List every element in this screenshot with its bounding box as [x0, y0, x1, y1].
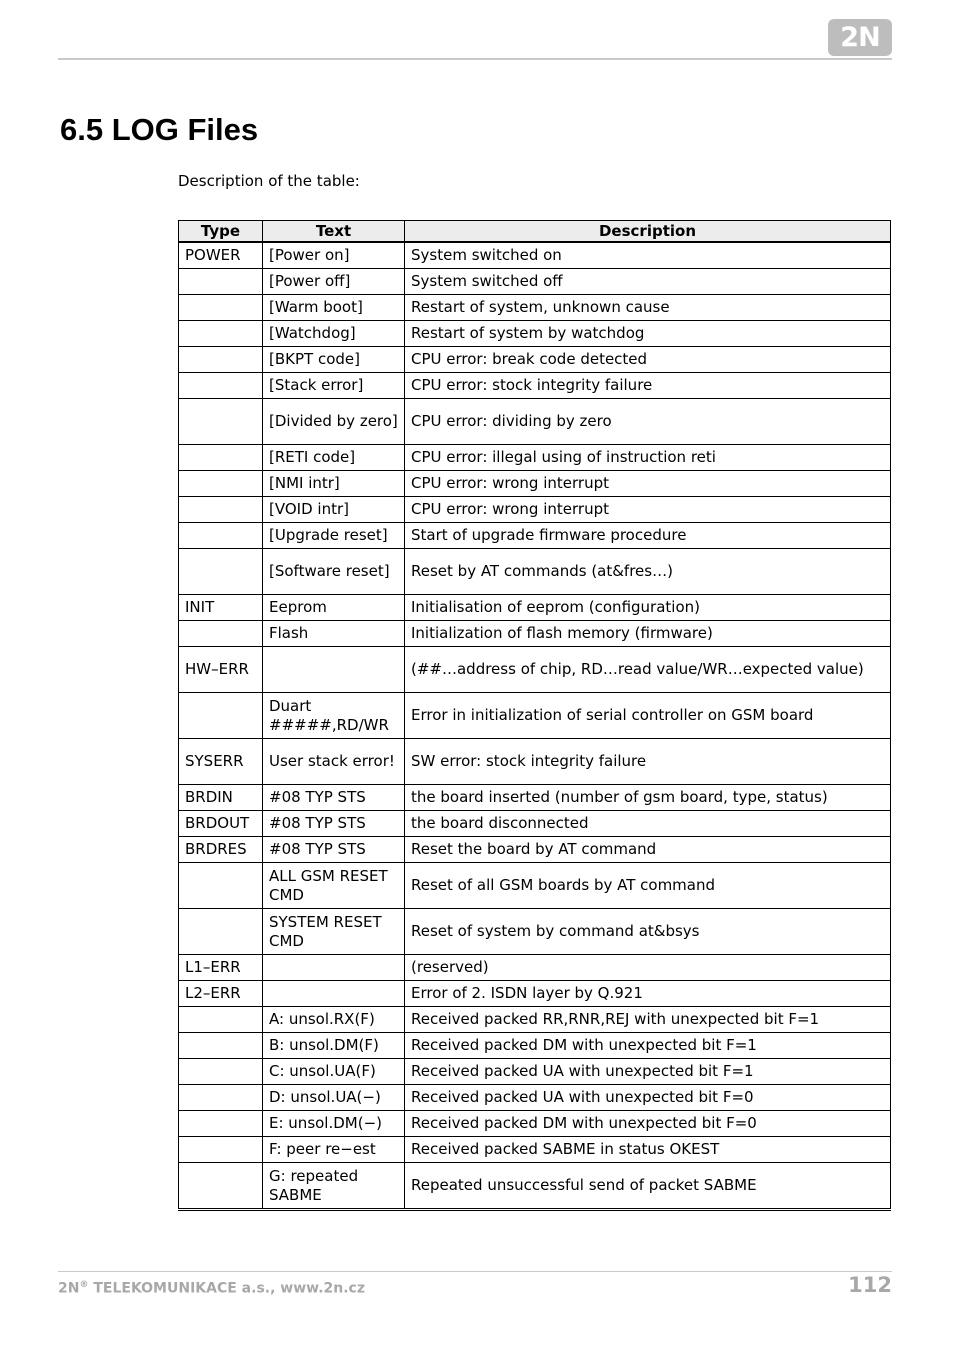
cell-text: #08 TYP STS: [263, 785, 405, 811]
cell-text: Duart #####,RD/WR: [263, 693, 405, 739]
cell-text: SYSTEM RESET CMD: [263, 909, 405, 955]
table-row: [179, 595, 891, 621]
cell-type: [179, 863, 263, 909]
table-row: [179, 295, 891, 321]
table-row: [179, 1033, 891, 1059]
cell-description: System switched off: [405, 269, 891, 295]
cell-description: CPU error: stock integrity failure: [405, 373, 891, 399]
registered-mark: ®: [79, 1280, 89, 1290]
table-body: [179, 242, 891, 1210]
cell-type: [179, 347, 263, 373]
cell-description: Received packed RR,RNR,REJ with unexpected bit F=1: [405, 1007, 891, 1033]
cell-type: L2–ERR: [179, 981, 263, 1007]
table-row: [179, 863, 891, 909]
column-header-type: Type: [179, 221, 263, 243]
cell-type: [179, 399, 263, 445]
cell-description: Reset the board by AT command: [405, 837, 891, 863]
header-divider: [58, 58, 892, 60]
cell-text: ALL GSM RESET CMD: [263, 863, 405, 909]
footer-divider: [58, 1271, 892, 1272]
table-row: [179, 523, 891, 549]
cell-text: E: unsol.DM(−): [263, 1111, 405, 1137]
table-row: [179, 837, 891, 863]
cell-text: [RETI code]: [263, 445, 405, 471]
cell-text: B: unsol.DM(F): [263, 1033, 405, 1059]
table-row: [179, 1085, 891, 1111]
cell-description: Restart of system, unknown cause: [405, 295, 891, 321]
cell-type: [179, 1137, 263, 1163]
cell-type: POWER: [179, 242, 263, 269]
cell-description: Received packed DM with unexpected bit F=1: [405, 1033, 891, 1059]
log-types-table: [178, 220, 891, 1211]
cell-text: D: unsol.UA(−): [263, 1085, 405, 1111]
cell-type: [179, 1163, 263, 1210]
cell-text: User stack error!: [263, 739, 405, 785]
cell-text: [NMI intr]: [263, 471, 405, 497]
cell-type: [179, 1085, 263, 1111]
cell-text: [263, 981, 405, 1007]
cell-description: Reset of system by command at&bsys: [405, 909, 891, 955]
cell-text: A: unsol.RX(F): [263, 1007, 405, 1033]
cell-text: [Divided by zero]: [263, 399, 405, 445]
table-row: [179, 981, 891, 1007]
table-row: [179, 445, 891, 471]
cell-type: [179, 1111, 263, 1137]
cell-description: Error in initialization of serial controller on GSM board: [405, 693, 891, 739]
cell-description: SW error: stock integrity failure: [405, 739, 891, 785]
cell-text: F: peer re−est: [263, 1137, 405, 1163]
footer-company: [58, 1280, 365, 1297]
cell-description: Received packed DM with unexpected bit F=0: [405, 1111, 891, 1137]
cell-text: [VOID intr]: [263, 497, 405, 523]
cell-text: [Watchdog]: [263, 321, 405, 347]
cell-text: [Stack error]: [263, 373, 405, 399]
column-header-text: Text: [263, 221, 405, 243]
cell-description: Reset of all GSM boards by AT command: [405, 863, 891, 909]
table-row: [179, 242, 891, 269]
table-row: [179, 739, 891, 785]
page-title: 6.5 LOG Files: [60, 112, 259, 147]
cell-type: [179, 497, 263, 523]
cell-type: BRDIN: [179, 785, 263, 811]
table-header-row: [179, 221, 891, 243]
cell-text: [Software reset]: [263, 549, 405, 595]
cell-type: [179, 1007, 263, 1033]
table-row: [179, 1059, 891, 1085]
cell-type: [179, 523, 263, 549]
cell-text: [Power on]: [263, 242, 405, 269]
table-row: [179, 785, 891, 811]
table-row: [179, 497, 891, 523]
cell-text: G: repeated SABME: [263, 1163, 405, 1210]
cell-text: [Upgrade reset]: [263, 523, 405, 549]
table-row: [179, 399, 891, 445]
table-row: [179, 471, 891, 497]
table-row: [179, 1007, 891, 1033]
table-row: [179, 347, 891, 373]
cell-description: Received packed UA with unexpected bit F=0: [405, 1085, 891, 1111]
cell-text: [Power off]: [263, 269, 405, 295]
table-row: [179, 955, 891, 981]
footer-brand: 2N: [58, 1280, 80, 1297]
cell-description: CPU error: wrong interrupt: [405, 497, 891, 523]
cell-description: CPU error: illegal using of instruction reti: [405, 445, 891, 471]
cell-type: L1–ERR: [179, 955, 263, 981]
table-row: [179, 1137, 891, 1163]
cell-description: Repeated unsuccessful send of packet SABME: [405, 1163, 891, 1210]
table-row: [179, 811, 891, 837]
cell-text: #08 TYP STS: [263, 837, 405, 863]
cell-text: Flash: [263, 621, 405, 647]
cell-description: Restart of system by watchdog: [405, 321, 891, 347]
cell-description: Initialisation of eeprom (configuration): [405, 595, 891, 621]
cell-description: CPU error: dividing by zero: [405, 399, 891, 445]
cell-type: [179, 1059, 263, 1085]
cell-type: [179, 321, 263, 347]
table-row: [179, 621, 891, 647]
cell-type: [179, 373, 263, 399]
cell-text: Eeprom: [263, 595, 405, 621]
cell-type: [179, 693, 263, 739]
cell-type: BRDRES: [179, 837, 263, 863]
cell-type: HW–ERR: [179, 647, 263, 693]
cell-text: [263, 647, 405, 693]
cell-description: Received packed UA with unexpected bit F=1: [405, 1059, 891, 1085]
page-number: 112: [848, 1273, 892, 1297]
cell-description: (reserved): [405, 955, 891, 981]
column-header-description: Description: [405, 221, 891, 243]
cell-description: System switched on: [405, 242, 891, 269]
cell-description: the board disconnected: [405, 811, 891, 837]
cell-description: Received packed SABME in status OKEST: [405, 1137, 891, 1163]
cell-text: [263, 955, 405, 981]
cell-type: [179, 269, 263, 295]
cell-type: [179, 445, 263, 471]
cell-type: [179, 909, 263, 955]
cell-type: [179, 621, 263, 647]
cell-type: [179, 471, 263, 497]
table-row: [179, 909, 891, 955]
table-row: [179, 1163, 891, 1210]
cell-type: INIT: [179, 595, 263, 621]
table-row: [179, 321, 891, 347]
footer-company-text: TELEKOMUNIKACE a.s., www.2n.cz: [88, 1280, 365, 1297]
table-row: [179, 693, 891, 739]
cell-text: [Warm boot]: [263, 295, 405, 321]
cell-text: [BKPT code]: [263, 347, 405, 373]
table-row: [179, 647, 891, 693]
table-row: [179, 1111, 891, 1137]
table-row: [179, 269, 891, 295]
intro-text: Description of the table:: [178, 172, 360, 190]
company-logo: 2N: [828, 19, 892, 56]
cell-type: [179, 1033, 263, 1059]
table-row: [179, 549, 891, 595]
cell-text: C: unsol.UA(F): [263, 1059, 405, 1085]
cell-description: Start of upgrade firmware procedure: [405, 523, 891, 549]
cell-text: #08 TYP STS: [263, 811, 405, 837]
cell-description: CPU error: wrong interrupt: [405, 471, 891, 497]
cell-description: Reset by AT commands (at&fres…): [405, 549, 891, 595]
cell-description: Error of 2. ISDN layer by Q.921: [405, 981, 891, 1007]
cell-type: BRDOUT: [179, 811, 263, 837]
cell-description: (##…address of chip, RD…read value/WR…expected value): [405, 647, 891, 693]
cell-description: Initialization of flash memory (firmware): [405, 621, 891, 647]
table-row: [179, 373, 891, 399]
cell-type: [179, 549, 263, 595]
cell-type: SYSERR: [179, 739, 263, 785]
cell-description: the board inserted (number of gsm board, type, status): [405, 785, 891, 811]
cell-description: CPU error: break code detected: [405, 347, 891, 373]
cell-type: [179, 295, 263, 321]
